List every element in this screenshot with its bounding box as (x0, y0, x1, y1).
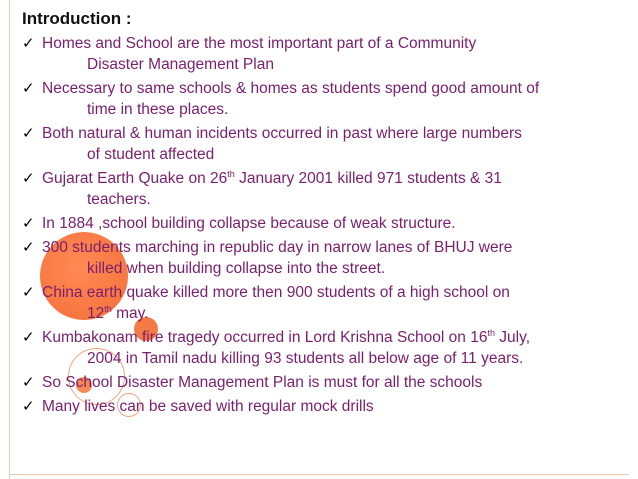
bullet-text: So School Disaster Management Plan is must for all the schools (42, 374, 483, 391)
check-mark-icon: ✓ (22, 397, 35, 415)
bullet-text-continued: time in these places. (87, 101, 229, 118)
bullet-item (22, 396, 622, 417)
bullet-text: Homes and School are the most important part of a Community (42, 35, 477, 52)
bullet-item (22, 168, 622, 210)
bullet-text-continued: of student affected (87, 146, 215, 163)
bullet-list (22, 33, 622, 417)
check-mark-icon: ✓ (22, 328, 35, 346)
slide-content (22, 8, 622, 420)
bullet-text-continued: killed when building collapse into the street. (87, 260, 386, 277)
check-mark-icon: ✓ (22, 283, 35, 301)
bullet-item (22, 327, 622, 369)
bullet-item (22, 213, 622, 234)
check-mark-icon: ✓ (22, 79, 35, 97)
check-mark-icon: ✓ (22, 238, 35, 256)
superscript: th (104, 303, 112, 314)
bullet-item (22, 123, 622, 165)
bullet-item (22, 372, 622, 393)
bullet-text-continued: teachers. (87, 191, 151, 208)
bullet-text: Necessary to same schools & homes as students spend good amount of (42, 80, 540, 97)
bullet-text: may. (111, 305, 149, 322)
bullet-text: 300 students marching in republic day in narrow lanes of BHUJ were (42, 239, 513, 256)
check-mark-icon: ✓ (22, 124, 35, 142)
bullet-text: Many lives can be saved with regular mock drills (42, 398, 374, 415)
bullet-text: July, (494, 329, 530, 346)
superscript: th (487, 327, 495, 338)
bullet-text: Kumbakonam fire tragedy occurred in Lord Krishna School on 16 (42, 329, 488, 346)
bullet-text: Gujarat Earth Quake on 26 (42, 170, 228, 187)
check-mark-icon: ✓ (22, 34, 35, 52)
frame-left-line (9, 0, 10, 479)
bullet-text-continued (42, 303, 622, 324)
slide-title: Introduction : (22, 9, 132, 28)
bullet-item (22, 33, 622, 75)
bullet-text: Both natural & human incidents occurred in past where large numbers (42, 125, 522, 142)
bullet-text: China earth quake killed more then 900 students of a high school on (42, 284, 510, 301)
bullet-text: 12 (87, 305, 105, 322)
check-mark-icon: ✓ (22, 214, 35, 232)
check-mark-icon: ✓ (22, 373, 35, 391)
superscript: th (227, 168, 235, 179)
check-mark-icon: ✓ (22, 169, 35, 187)
bullet-item (22, 237, 622, 279)
bullet-text: January 2001 killed 971 students & 31 (234, 170, 502, 187)
frame-bottom-line (9, 474, 629, 475)
bullet-text-continued: 2004 in Tamil nadu killing 93 students all below age of 11 years. (87, 350, 524, 367)
bullet-text: In 1884 ,school building collapse because of weak structure. (42, 215, 456, 232)
bullet-item (22, 282, 622, 324)
bullet-item (22, 78, 622, 120)
bullet-text-continued: Disaster Management Plan (87, 56, 274, 73)
